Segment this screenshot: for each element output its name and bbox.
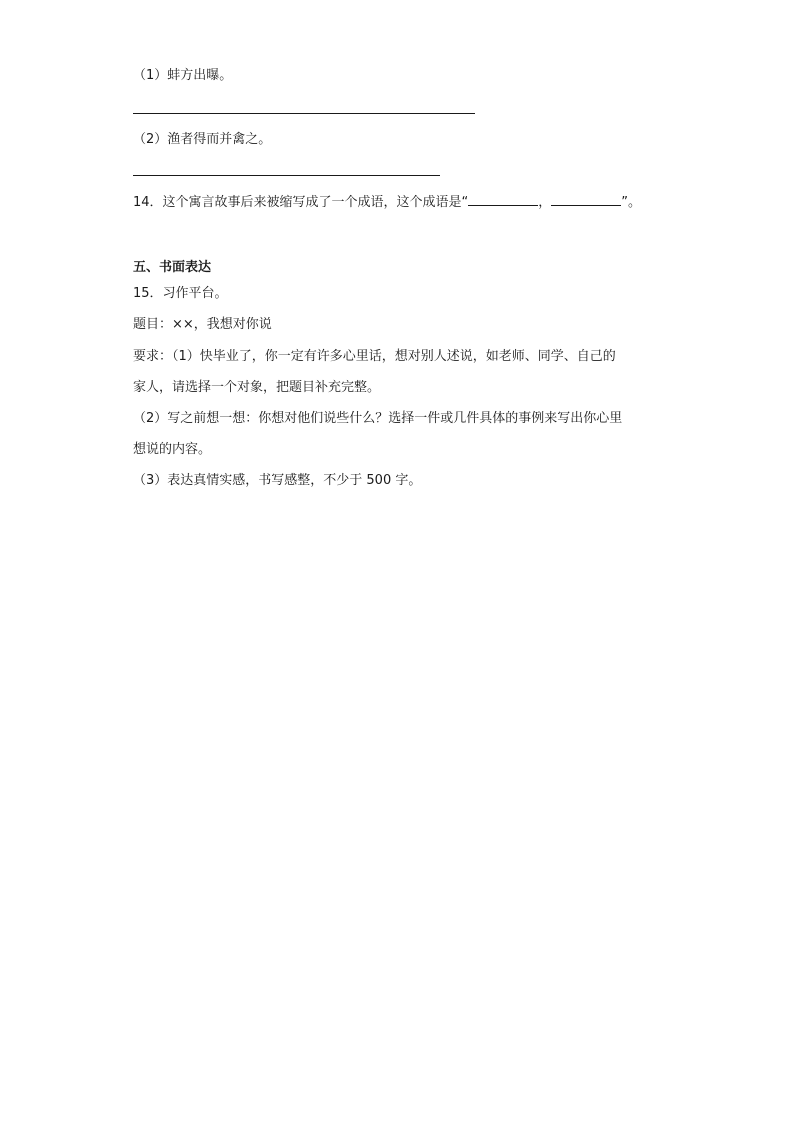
q13-part2-text: （2）渔者得而并禽之。 [133, 132, 272, 147]
q15-requirement-1-line-2: 家人，请选择一个对象，把题目补充完整。 [133, 380, 381, 395]
q15-requirement-2-line-1: （2）写之前想一想：你想对他们说些什么？选择一件或几件具体的事例来写出你心里 [133, 411, 623, 426]
q13-part1-text: （1）蚌方出曝。 [133, 68, 233, 83]
q13-part2-answer-line[interactable] [133, 175, 440, 176]
section5-heading: 五、书面表达 [133, 260, 212, 275]
q15-requirement-1-line-1: 要求：（1）快毕业了，你一定有许多心里话，想对别人述说，如老师、同学、自己的 [133, 349, 616, 364]
q15-requirement-2-line-2: 想说的内容。 [133, 442, 212, 457]
q15-requirement-3: （3）表达真情实感，书写感整，不少于 500 字。 [133, 473, 422, 488]
q14-prefix: 14．这个寓言故事后来被缩写成了一个成语，这个成语是“ [133, 195, 469, 210]
q13-part1-answer-line[interactable] [133, 113, 475, 114]
q14-suffix: ”。 [621, 195, 642, 210]
q14-blank-2[interactable] [551, 193, 621, 206]
q15-topic: 题目：××，我想对你说 [133, 317, 272, 332]
q14-blank-1[interactable] [468, 193, 538, 206]
q15-title: 15．习作平台。 [133, 286, 228, 301]
q14-question [133, 193, 641, 211]
q14-separator: ， [538, 195, 552, 210]
